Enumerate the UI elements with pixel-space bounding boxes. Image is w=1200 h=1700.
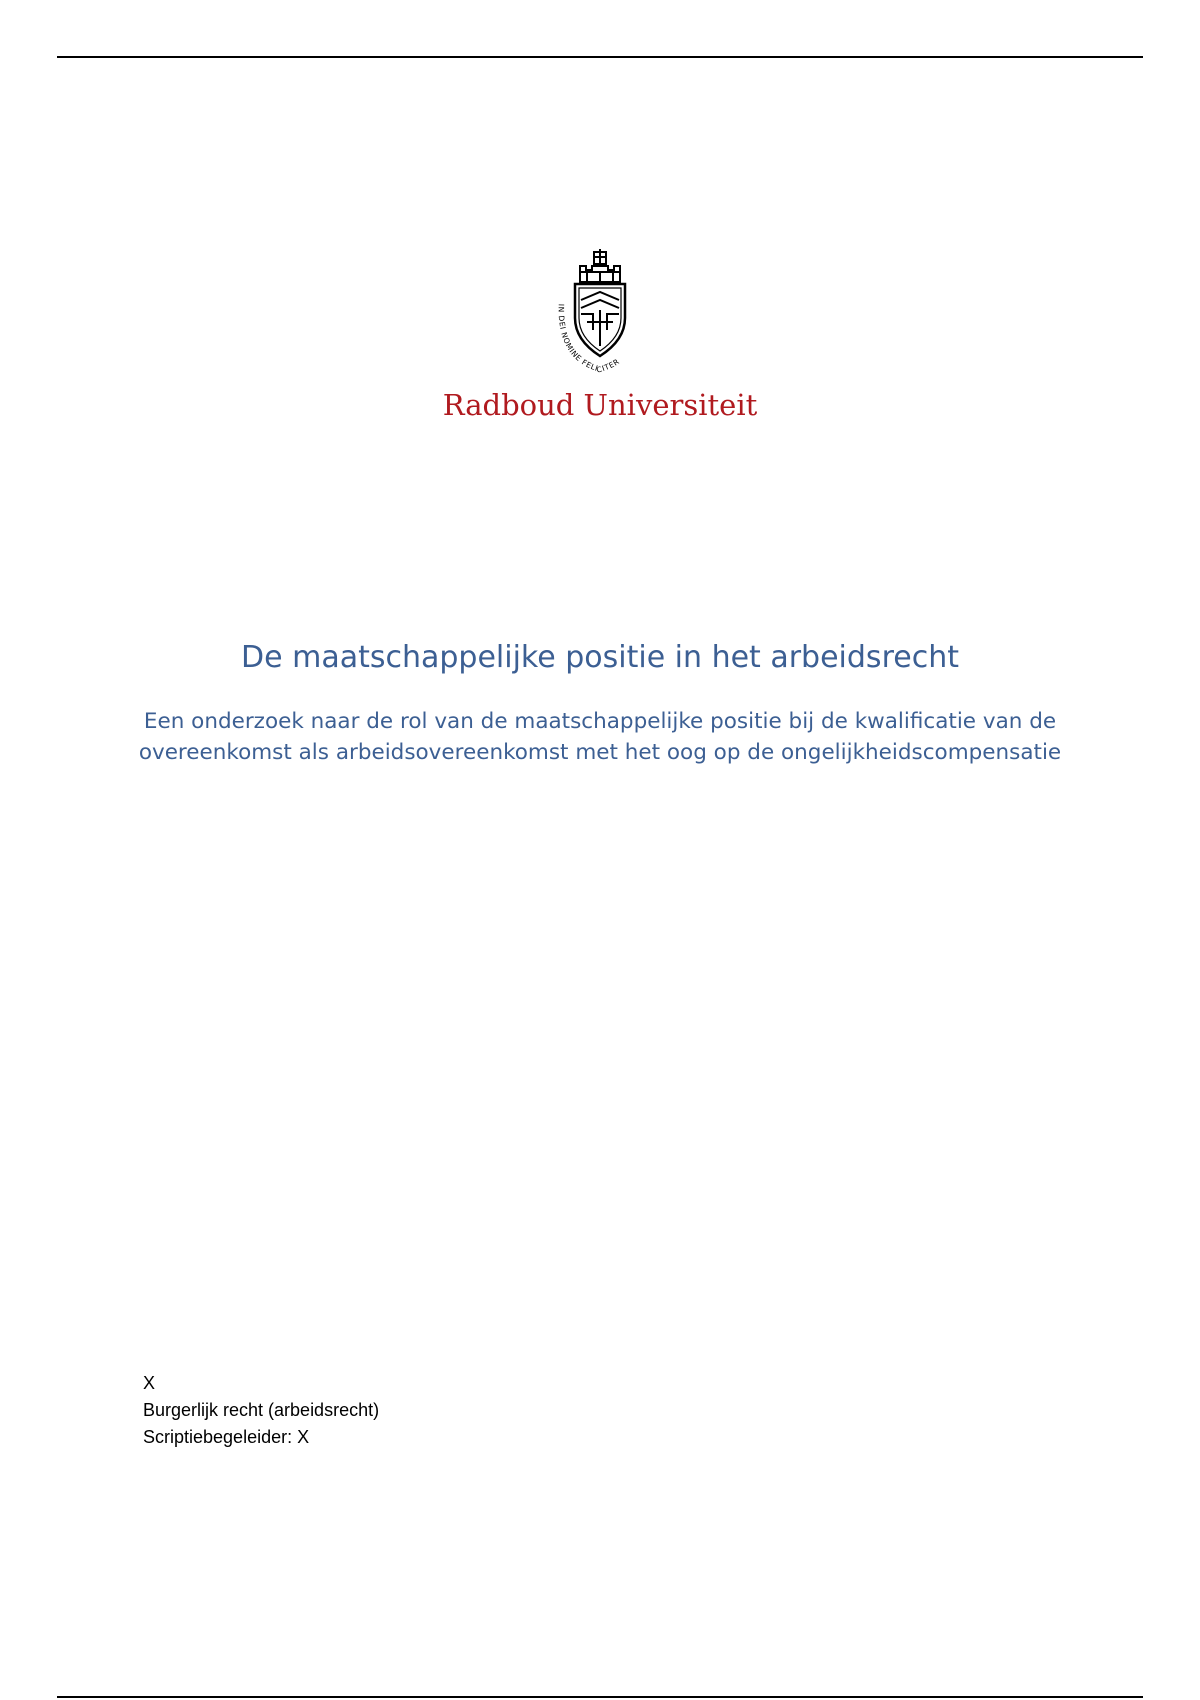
document-title: De maatschappelijke positie in het arbeidsrecht [241,640,959,675]
author-info [143,1370,379,1451]
document-subtitle: Een onderzoek naar de rol van de maatschappelijke positie bij de kwalificatie van de overeenkomst als arbeidsovereenkomst met het oog op de ongelijkheidscompensatie [138,709,1062,765]
bottom-rule [57,1696,1143,1698]
university-name: Radboud Universiteit [442,388,758,422]
svg-text:IN DEI NOMINE FELICITER: IN DEI NOMINE FELICITER [556,303,622,375]
supervisor: Scriptiebegeleider: X [143,1427,310,1447]
top-rule [57,56,1143,58]
field-of-study: Burgerlijk recht (arbeidsrecht) [143,1400,380,1420]
radboud-seal-icon [545,248,655,378]
author-name: X [143,1373,156,1393]
logo-block [0,248,1200,378]
